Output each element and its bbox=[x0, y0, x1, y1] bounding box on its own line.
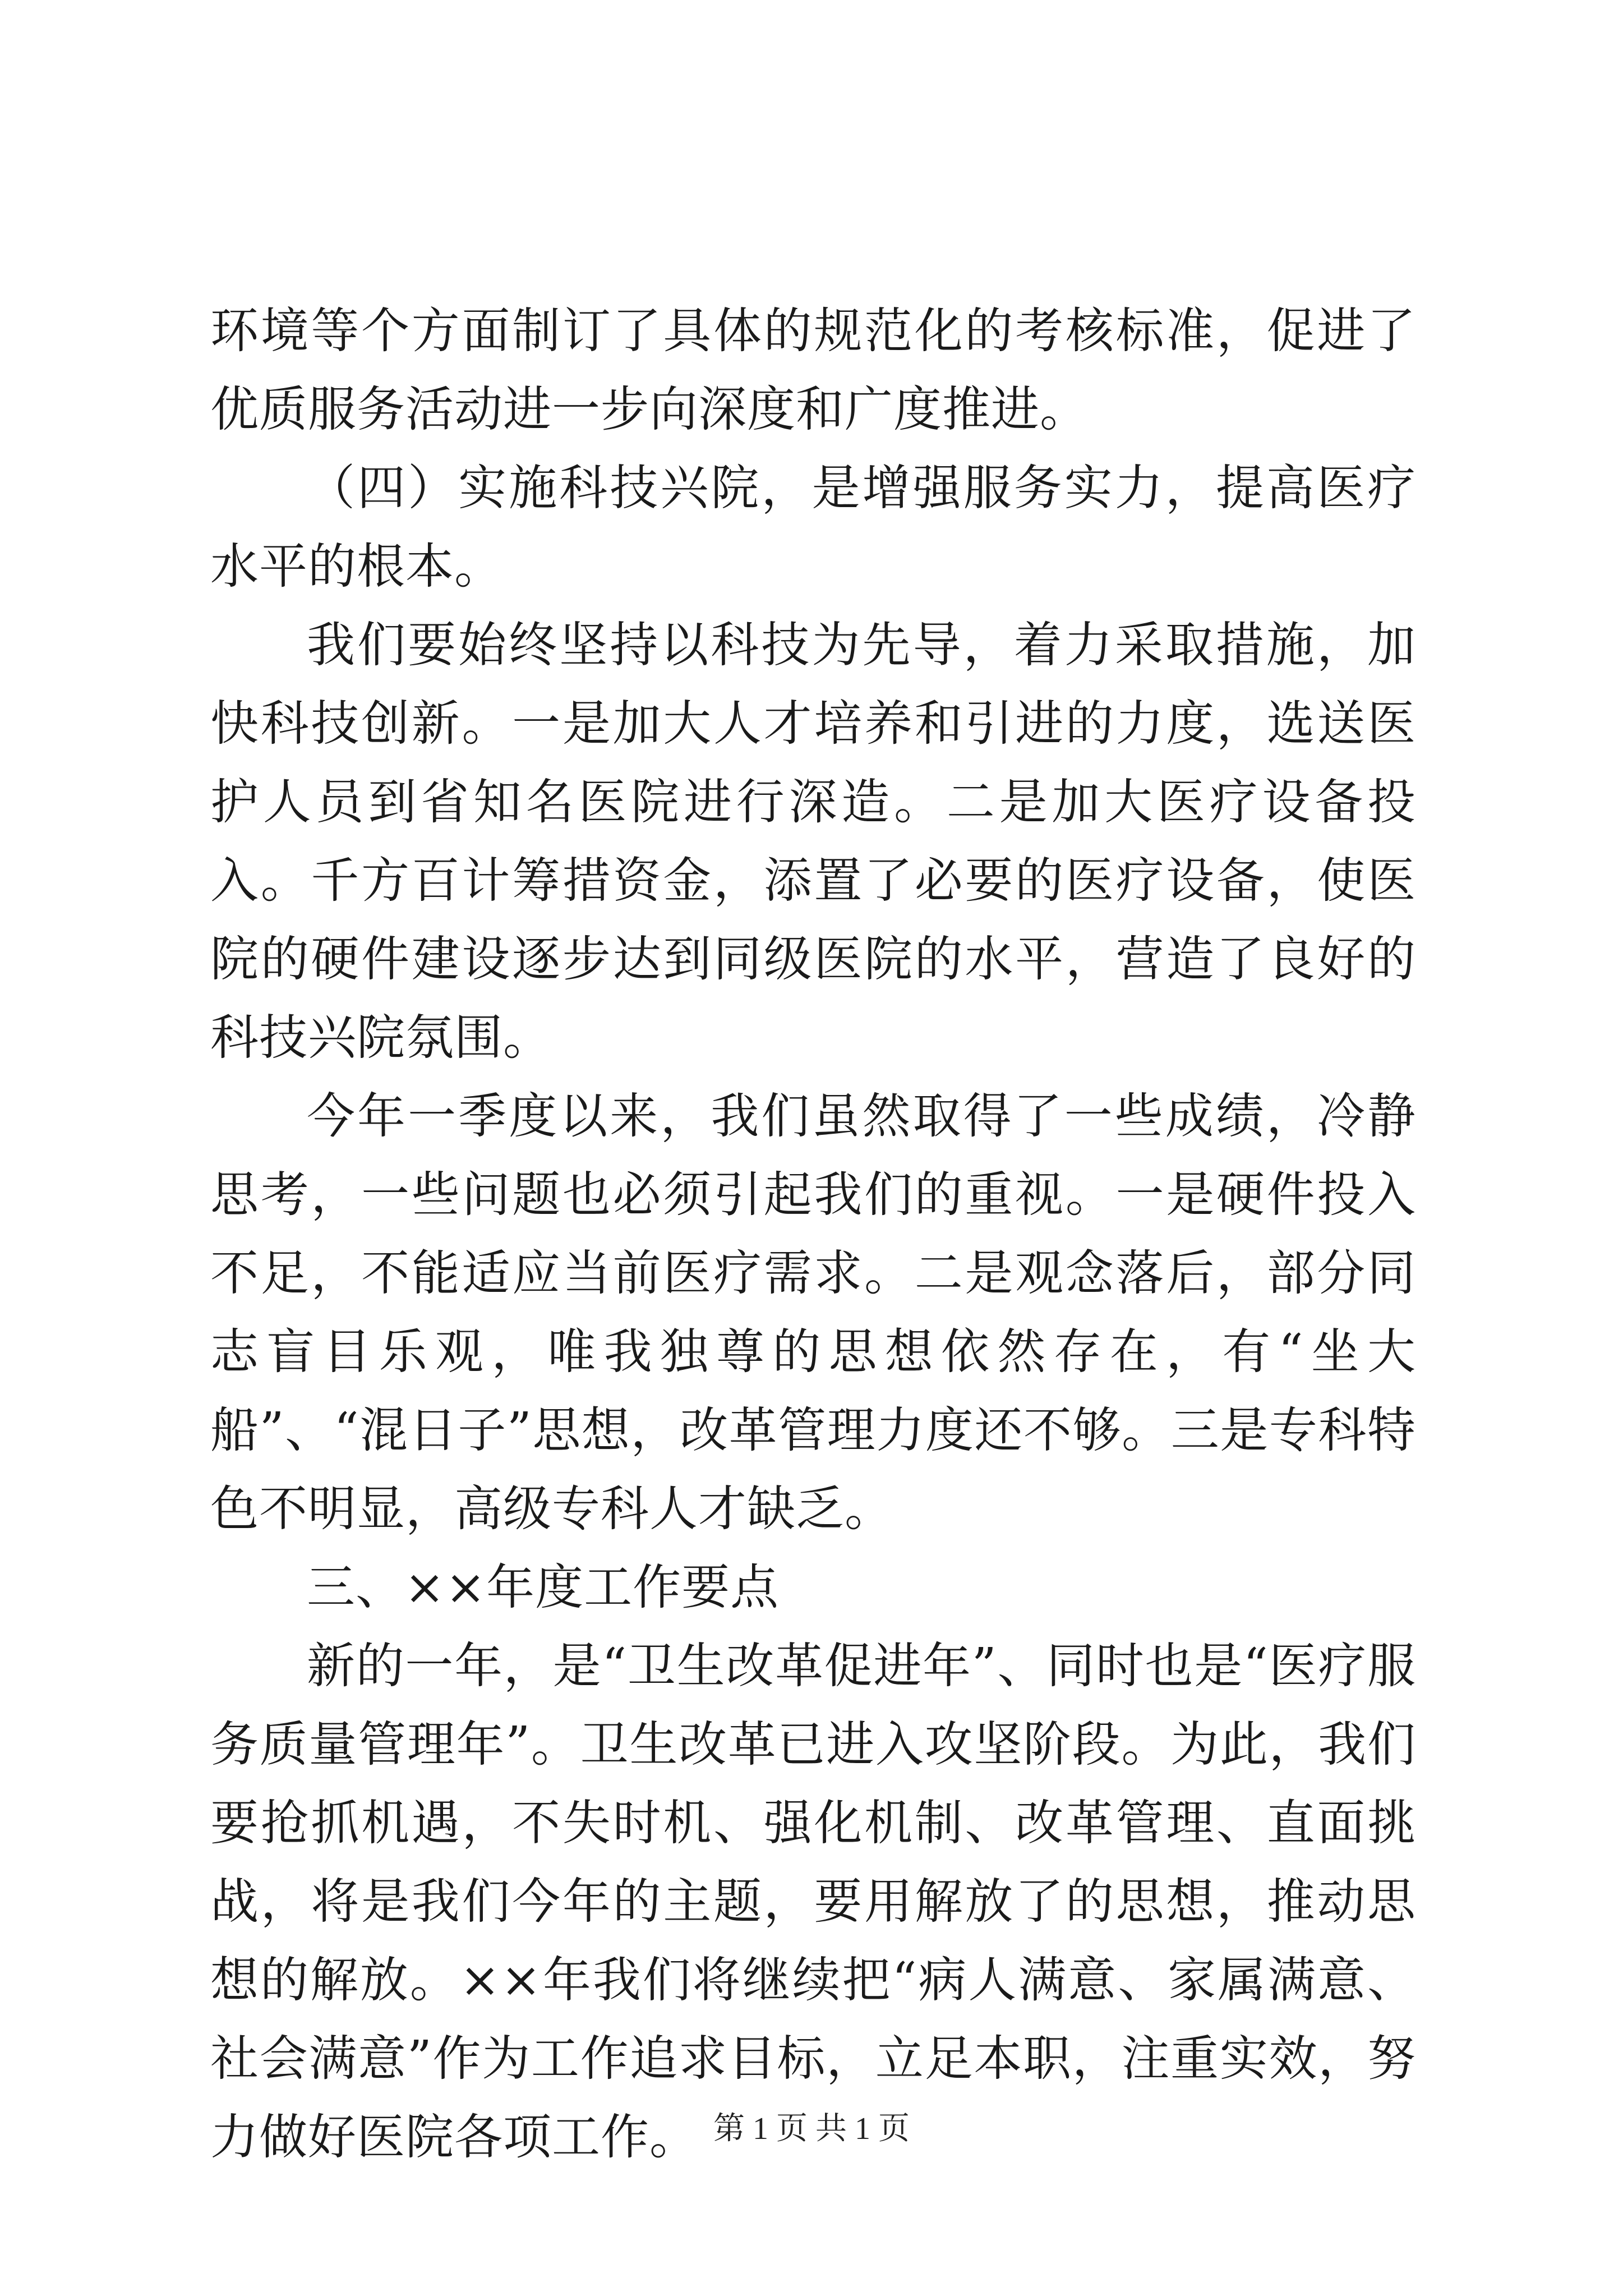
paragraph-3: 我们要始终坚持以科技为先导，着力采取措施，加快科技创新。一是加大人才培养和引进的力度，选送医护人员到省知名医院进行深造。二是加大医疗设备投入。千方百计筹措资金，添置了必要的医疗设备，使医院的硬件建设逐步达到同级医院的水平，营造了良好的科技兴院氛围。 bbox=[210, 617, 1416, 1066]
paragraph-6: 新的一年，是“卫生改革促进年”、同时也是“医疗服务质量管理年”。卫生改革已进入攻坚阶段。为此，我们要抢抓机遇，不失时机、强化机制、改革管理、直面挑战，将是我们今年的主题，要用解放了的思想，推动思想的解放。××年我们将继续把“病人满意、家属满意、社会满意”作为工作追求目标，立足本职，注重实效，努力做好医院各项工作。 bbox=[210, 1638, 1416, 2165]
paragraph-2-heading: （四）实施科技兴院，是增强服务实力，提高医疗水平的根本。 bbox=[210, 460, 1416, 595]
page-footer: 第 1 页 共 1 页 bbox=[713, 2111, 910, 2146]
paragraph-4: 今年一季度以来，我们虽然取得了一些成绩，冷静思考，一些问题也必须引起我们的重视。一是硬件投入不足，不能适应当前医疗需求。二是观念落后，部分同志盲目乐观，唯我独尊的思想依然存在，有“坐大船”、“混日子”思想，改革管理力度还不够。三是专科特色不明显，高级专科人才缺乏。 bbox=[210, 1088, 1416, 1537]
section-heading: 三、××年度工作要点 bbox=[307, 1559, 780, 1616]
document-body bbox=[210, 292, 1416, 2177]
paragraph-1: 环境等个方面制订了具体的规范化的考核标准，促进了优质服务活动进一步向深度和广度推进。 bbox=[210, 303, 1416, 438]
